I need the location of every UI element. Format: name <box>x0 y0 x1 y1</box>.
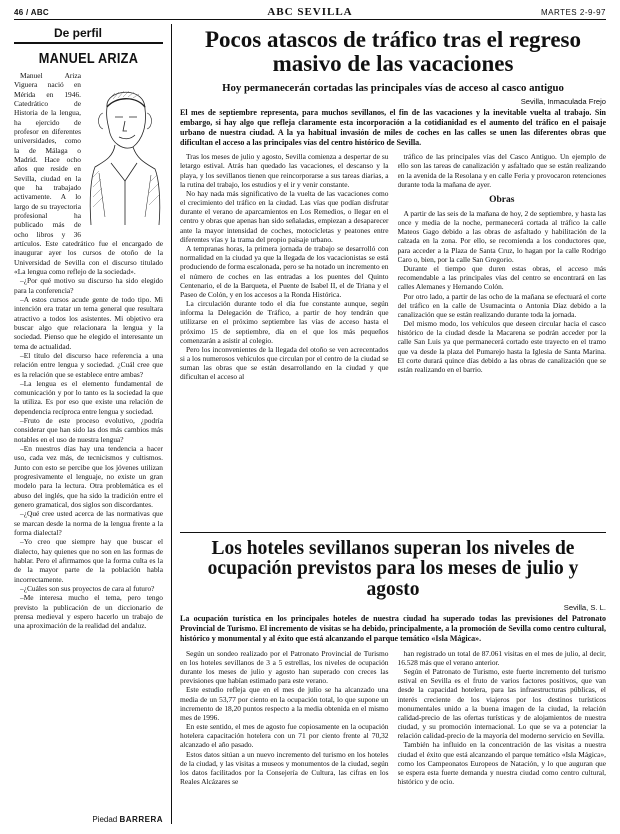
body-paragraph: A partir de las seis de la mañana de hoy, 2 de septiembre, y hasta las once y media de la noche, permanecerá cortada al tráfico la calle Mateos Gago debido a las obras de asfaltado y habilitación de la calzada en la zona. Por ello, se recomienda a los conductores que, para acceder a la Plaza de Santa Cruz, lo hagan por la calle Rodrigo Caro o, bien, por la calle San Gregorio. <box>397 208 606 264</box>
article-hotels <box>180 532 606 834</box>
profile-paragraph: –Me interesa mucho el tema, pero tengo previsto la publicación de un diccionario de prensa medieval y espero hacerlo un trabajo de una aproximación de la realidad del andaluz. <box>14 593 163 631</box>
body-paragraph: Pero los inconvenientes de la llegada del otoño se ven acrecentados si a los numerosos vehículos que circulan por el centro de la ciudad se suman las obras que se están desarrollando en la ciudad y que dificultan el acceso al <box>180 344 389 382</box>
profile-paragraph: –Fruto de este proceso evolutivo, ¿podría considerar que han sido las dos más cambios más notables en el uso de nuestra lengua? <box>14 416 163 444</box>
body-paragraph: Durante el tiempo que duren estas obras, el acceso más recomendable a las principales vías del centro se encontrará en las calles Alemanes y Hernando Colón. <box>397 264 606 292</box>
article-traffic <box>180 28 606 444</box>
page-number: 46 / ABC <box>14 8 50 17</box>
body-paragraph: La circulación durante todo el día fue constante aunque, según informa la Delegación de Tráfico, a partir de hoy tendrán que utilizarse en el próximo septiembre las vías de acceso hasta el próximo 15 de septiembre, día en el que los más pequeños comenzarán a asistir al colegio. <box>180 299 389 345</box>
body-paragraph: Del mismo modo, los vehículos que deseen circular hacia el casco histórico de la ciudad desde la Macarena se podrán acceder por la calle San Luis ya que permanecerá cortado este trayecto en el tramo que va desde la plaza del Pumarejo hasta la Iglesia de Santa Marina. El corte durará quince días debido a las obras de canalización que se están realizando en el barrio. <box>397 319 606 374</box>
body-columns-traffic <box>180 152 606 444</box>
body-paragraph: En este sentido, el mes de agosto fue copiosamente en la ocupación hotelera capacitación hotelera con un 71 por ciento frente al 70,32 alcanzado el año pasado. <box>180 722 389 750</box>
page-header <box>14 6 606 20</box>
issue-date: MARTES 2-9-97 <box>540 8 606 17</box>
lead-hotels: La ocupación turística en los principales hoteles de nuestra ciudad ha superado todas las previsiones del Patronato Provincial de Turismo. El incremento de visitas se ha debido, principalmente, a la promoción de Sevilla como centro cultural, histórico y monumental y al éxito que está alcanzando el parque temático «Isla Mágica». <box>180 614 606 643</box>
body-columns-hotels <box>180 649 606 834</box>
profile-paragraph: –La lengua es el elemento fundamental de comunicación y por lo tanto es la sociedad la que la utiliza. Es por eso que existe una relación de dependencia recíproca entre lengua y sociedad. <box>14 378 163 416</box>
profile-kicker: De perfil <box>14 24 163 44</box>
headline-traffic: Pocos atascos de tráfico tras el regreso masivo de las vacaciones <box>205 27 581 77</box>
profile-paragraph: –A estos cursos acude gente de todo tipo. Mi intención era tratar un tema general que resultara atractivo a todos los asistentes. Mi objetivo era buscar algo que relacionara la lengua y la sociedad. Pienso que he elegido el interesante un tema de actualidad. <box>14 294 163 351</box>
profile-paragraph: Manuel Ariza Viguera nació en Mérida en 1946. Catedrático de Historia de la lengua, ha ejercido de profesor en diferentes universidades, como la de Málaga o Madrid. Hace ocho años que reside en Sevilla, ciudad en la que ha trabajado activamente. A lo largo de su trayectoria profesional ha publicado más de ocho libros y 36 artículos. Este catedrático fue el encargado de inaugurar ayer los cursos de otoño de la Universidad de Sevilla con el discurso titulado «La lengua como reflejo de la sociedad». <box>14 71 163 276</box>
headline-hotels: Los hoteles sevillanos superan los niveles de ocupación previstos para los meses de julio y agosto <box>207 538 579 600</box>
column-hotels-1 <box>180 649 389 834</box>
subhead-traffic: Hoy permanecerán cortadas las principales vías de acceso al casco antiguo <box>222 82 564 95</box>
body-paragraph: tráfico de las principales vías del Casco Antiguo. Un ejemplo de ello son las tareas de canalización y asfaltado que se están realizando en la avenida de la Resolana y en calle Feria y provocaron retenciones durante toda la mañana de ayer. <box>397 152 606 189</box>
body-paragraph: También ha influido en la concentración de las visitas a nuestra ciudad el éxito que está alcanzando el parque temático «Isla Mágica», como los Campeonatos Europeos de Natación, y lo que auguran que se espera esta fuerte demanda y nuestra ciudad como centro cultural, histórico y de ocio. <box>397 740 606 787</box>
byline-last: BARRERA <box>119 815 163 824</box>
profile-paragraph: –En nuestros días hay una tendencia a hacer uso, cada vez más, de tecnicismos y cultismos. Junto con esto se percibe que los jóvenes utilizan progresivamente el lenguaje, no existe un gran modelo para la lectura. Otra problemática es el abuso del inglés, que ha sido la tradición entre el genero gramatical, dos siglos son discordantes. <box>14 444 163 510</box>
main-content <box>180 24 606 787</box>
profile-paragraph: –El título del discurso hace referencia a una relación entre lengua y sociedad. ¿Cuál cree que es la relación que se establece entre ambas? <box>14 350 163 379</box>
byline-first: Piedad <box>92 815 118 824</box>
body-paragraph: Según un sondeo realizado por el Patronato Provincial de Turismo en los hoteles sevillanos de 3 a 5 estrellas, los niveles de ocupación durante los meses de julio y agosto han superado con creces las previsiones que habían estimado para este verano. <box>180 648 389 686</box>
column-traffic-2 <box>398 152 607 444</box>
body-paragraph: Estos datos sitúan a un nuevo incremento del turismo en los hoteles de la ciudad, y las visitas a museos y monumentos de la ciudad, según los datos facilitados por la Consejería de Cultura, las cifras en los Reales Alcázares se <box>180 749 389 787</box>
body-paragraph: han registrado un total de 87.061 visitas en el mes de julio, al decir, 16.528 más que el verano anterior. <box>397 648 606 667</box>
section-title: ABC SEVILLA <box>267 6 353 18</box>
profile-paragraph: –Yo creo que siempre hay que buscar el dialecto, hay quienes que no son en las formas de hablar. Pero el afirmamos que la forma culta es la de la mayor parte de la población habla incorrectamente. <box>14 537 163 584</box>
lead-traffic: El mes de septiembre representa, para muchos sevillanos, el fin de las vacaciones y la inevitable vuelta al trabajo. Sin embargo, si hay algo que refleja claramente esta incorporación a la cotidianidad es el aumento del tráfico en el paisaje urbano de nuestra ciudad. A la ya habitual invasión de miles de coches en las calles se unen las diferentes obras que dificultan el acceso a las principales vías del centro histórico de Sevilla. <box>180 108 606 147</box>
credit-hotels: Sevilla, S. L. <box>563 603 606 613</box>
column-traffic-1 <box>180 152 389 444</box>
body-paragraph: Según el Patronato de Turismo, este fuerte incremento del turismo estival en Sevilla es el fruto de varios factores positivos, que van desde la capacidad hotelera, para las infraestructuras públicas, el interés creciente de los viajeros por los destinos turísticos monumentales unido a la buena imagen de la ciudad, la relación calidad-precio de las ofertas turísticas y de alojamientos de nuestra ciudad, y su promoción internacional. Lo que se va a potenciar la relación calidad-precio de la mayoría del moderno servicio en Sevilla. <box>397 667 606 741</box>
profile-paragraph: –¿Cuáles son sus proyectos de cara al futuro? <box>20 584 155 594</box>
column-hotels-2 <box>398 649 607 834</box>
body-paragraph: Por otro lado, a partir de las ocho de la mañana se efectuará el corte del tráfico en la calle de Usumacinta o Antonia Díaz debido a la canalización que se están realizando durante toda la jornada. <box>397 291 606 319</box>
body-paragraph: No hay nada más significativo de la vuelta de las vacaciones como el crecimiento del tráfico en la ciudad. Las vías que podían disfrutar durante el verano de aparcamientos en Los Remedios, o llegar en el centro y obras que apenas han sido señaladas, empiezan a desaparecer ante la mayor intensidad de coches, motocicletas y peatones entre diferentes vías y la trama del propio paisaje urbano. <box>180 188 389 244</box>
profile-byline <box>92 815 163 824</box>
profile-name: MANUEL ARIZA <box>38 50 139 67</box>
portrait-illustration <box>85 77 163 227</box>
body-paragraph: A tempranas horas, la primera jornada de trabajo se desarrolló con normalidad en la ciudad ya que la llegada de los vacacionistas se está produciendo de forma escalonada, pero se ha notado un incremento en el número de coches en las entradas a los puentes del Quinto Centenario, el de la Barqueta, el Puente de Isabel II, el de Triana y el Paseo de Colón, y en los accesos a la Ronda Histórica. <box>180 244 389 299</box>
profile-sidebar <box>14 24 172 824</box>
profile-paragraph: –¿Por qué motivo su discurso ha sido elegido para la conferencia? <box>14 276 163 295</box>
body-paragraph: Tras los meses de julio y agosto, Sevilla comienza a despertar de su letargo estival. Atrás han quedado las vacaciones, el descanso y la playa, y los sevillanos tienen que reincorporarse a sus tareas diarias, a la rutina del trabajo, los estudios y el ir y venir constante. <box>180 152 389 189</box>
profile-paragraph: –¿Qué cree usted acerca de las normativas que se marcan desde la norma de la lengua frente a la forma dialectal? <box>14 509 163 538</box>
subsection-obras: Obras <box>489 194 515 205</box>
body-paragraph: Este estudio refleja que en el mes de julio se ha alcanzado una media de un 53,77 por ciento en la ocupación total, lo que supone un incremento de 18,20 puntos respecto a la media obtenida en el mismo mes de 1996. <box>180 685 389 722</box>
credit-traffic: Sevilla, Inmaculada Frejo <box>520 97 606 107</box>
